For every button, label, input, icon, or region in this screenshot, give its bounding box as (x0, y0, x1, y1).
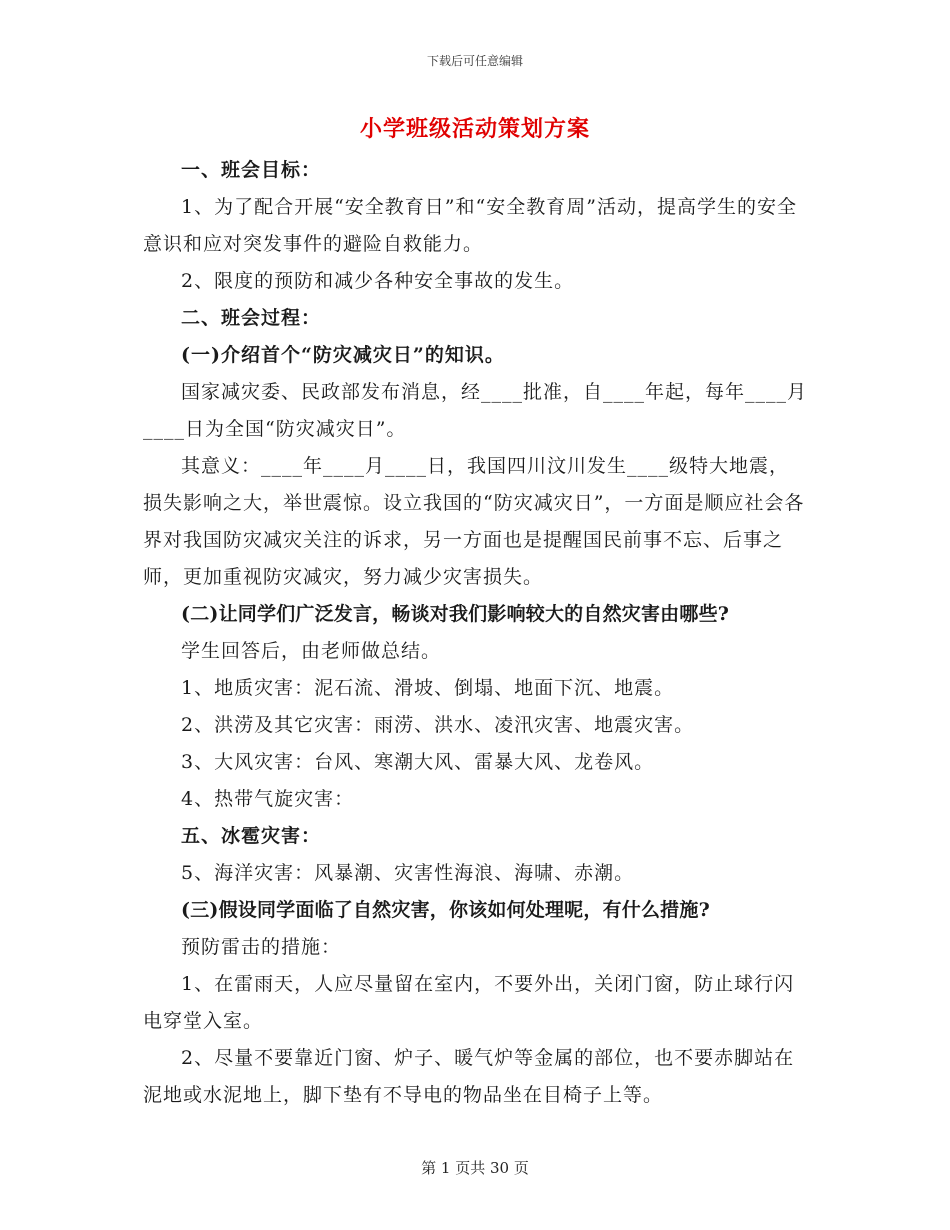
body-paragraph: 5、海洋灾害：风暴潮、灾害性海浪、海啸、赤潮。 (181, 862, 635, 884)
body-paragraph: 2、洪涝及其它灾害：雨涝、洪水、凌汛灾害、地震灾害。 (181, 714, 695, 736)
body-paragraph: 预防雷击的措施： (181, 936, 342, 958)
section-heading: (一)介绍首个“防灾减灾日”的知识。 (181, 344, 505, 366)
page-footer: 第 1 页共 30 页 (421, 1159, 529, 1177)
body-paragraph: 国家减灾委、民政部发布消息，经____批准，自____年起，每年____月____日为全国“防灾减灾日”。 (143, 381, 808, 440)
body-paragraph: 2、尽量不要靠近门窗、炉子、暖气炉等金属的部位，也不要赤脚站在泥地或水泥地上，脚下垫有不导电的物品坐在目椅子上等。 (143, 1047, 795, 1106)
body-paragraph: 4、热带气旋灾害： (181, 788, 355, 810)
document-body (143, 152, 808, 1114)
document-title: 小学班级活动策划方案 (359, 116, 590, 142)
body-paragraph: 学生回答后，由老师做总结。 (181, 640, 442, 662)
body-paragraph: 3、大风灾害：台风、寒潮大风、雷暴大风、龙卷风。 (181, 751, 655, 773)
header-note: 下载后可任意编辑 (426, 54, 523, 68)
body-paragraph: 1、为了配合开展“安全教育日”和“安全教育周”活动，提高学生的安全意识和应对突发事件的避险自救能力。 (143, 196, 797, 255)
body-paragraph: 2、限度的预防和减少各种安全事故的发生。 (181, 270, 575, 292)
section-heading: (二)让同学们广泛发言，畅谈对我们影响较大的自然灾害由哪些? (181, 603, 730, 625)
body-paragraph: 1、地质灾害：泥石流、滑坡、倒塌、地面下沉、地震。 (181, 677, 675, 699)
body-paragraph: 1、在雷雨天，人应尽量留在室内，不要外出，关闭门窗，防止球行闪电穿堂入室。 (143, 973, 795, 1032)
section-heading: 五、冰雹灾害： (181, 825, 322, 847)
section-heading: 一、班会目标： (181, 159, 322, 181)
section-heading: (三)假设同学面临了自然灾害，你该如何处理呢，有什么措施? (181, 899, 710, 921)
body-paragraph: 其意义：____年____月____日，我国四川汶川发生____级特大地震，损失影响之大，举世震惊。设立我国的“防灾减灾日”，一方面是顺应社会各界对我国防灾减灾关注的诉求，另一方面也是提醒国民前事不忘、后事之师，更加重视防灾减灾，努力减少灾害损失。 (143, 455, 805, 588)
section-heading: 二、班会过程： (181, 307, 322, 329)
